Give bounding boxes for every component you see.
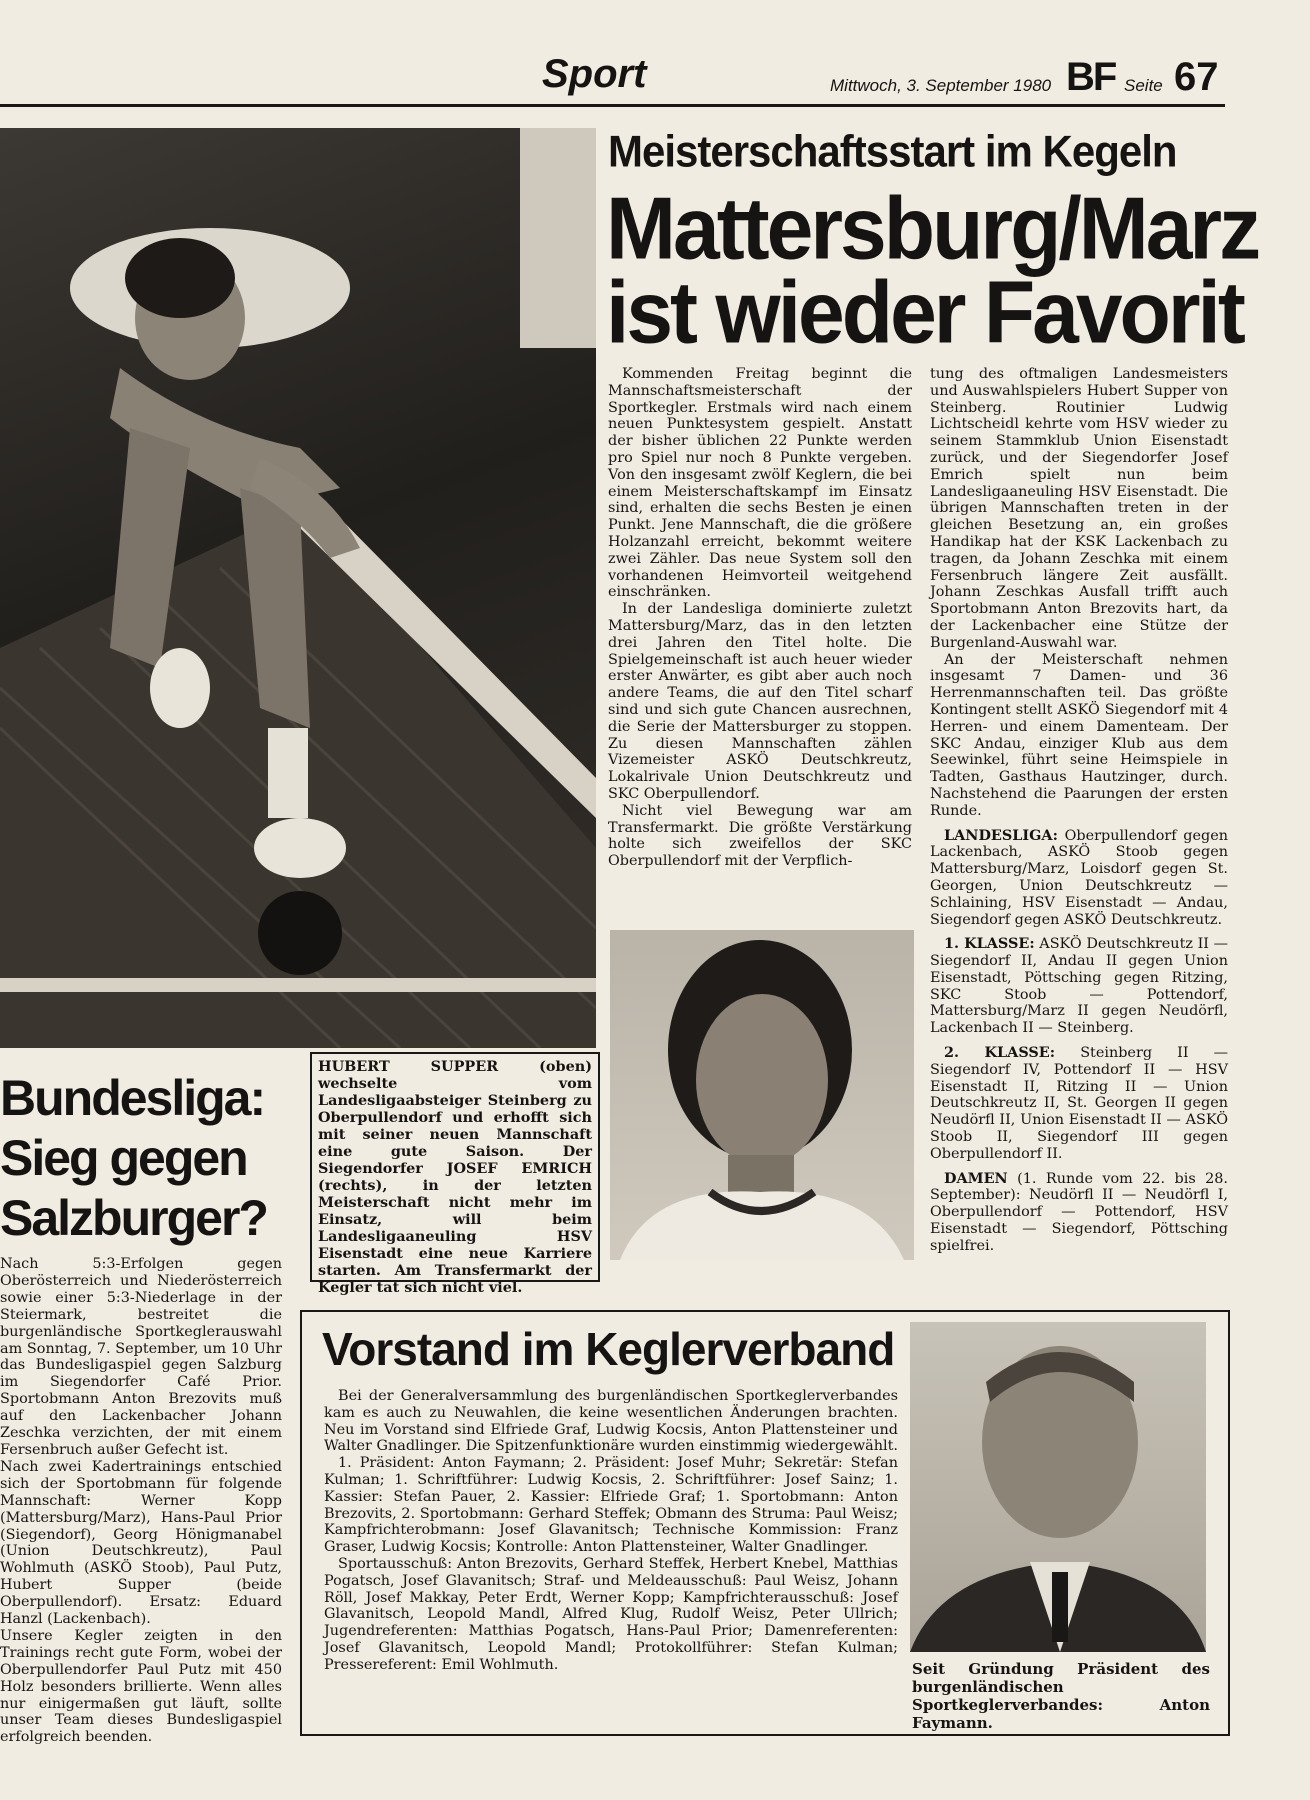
article-headline <box>606 178 1259 362</box>
faymann-caption: Seit Gründung Präsident des burgenländischen Sportkeglerverbandes: Anton Faymann. <box>912 1660 1210 1732</box>
vorstand-body <box>324 1388 898 1674</box>
bowler-photo <box>0 128 596 1048</box>
vorstand-headline: Vorstand im Keglerverband <box>322 1323 895 1375</box>
fixture-1-klasse <box>930 936 1228 1037</box>
fixture-2-klasse <box>930 1045 1228 1163</box>
fixture-label: 2. KLASSE: <box>944 1044 1056 1062</box>
newspaper-logo: BF <box>1066 55 1116 99</box>
portrait-illustration <box>910 1322 1206 1652</box>
bundesliga-headline-line-1: Bundesliga: <box>0 1070 265 1126</box>
issue-date: Mittwoch, 3. September 1980 <box>830 76 1052 95</box>
bundesliga-headline-line-3: Salzburger? <box>0 1190 267 1246</box>
page-label: Seite <box>1124 76 1163 95</box>
fixture-text: (1. Runde vom 22. bis 28. September): Neudörfl II — Neudörfl I, Oberpullendorf — Pottendorf, HSV Eisenstadt — Siegendorf, Pöttsching spielfrei. <box>930 1170 1228 1254</box>
article-paragraph: An der Meisterschaft nehmen insgesamt 7 Damen- und 36 Herrenmannschaften teil. Das größte Kontingent stellt ASKÖ Siegendorf mit 4 Herren- und einem Damenteam. Der SKC Andau, einziger Klub aus dem Seewinkel, führt seine Heimspiele in Tadten, Gasthaus Hautzinger, durch. Nachstehend die Paarungen der ersten Runde. <box>930 651 1228 819</box>
masthead-rule <box>0 104 1225 107</box>
headline-line-1: Mattersburg/Marz <box>606 178 1259 278</box>
fixture-label: 1. KLASSE: <box>944 935 1035 953</box>
article-paragraph: Kommenden Freitag beginnt die Mannschaftsmeisterschaft der Sportkegler. Erstmals wird nach einem neuen Punktesystem gespielt. Anstatt der bisher üblichen 22 Punkte werden pro Spiel nur noch 8 Punkte vergeben. Von den insgesamt zwölf Keglern, die bei einem Meisterschaftskampf im Einsatz sind, erhalten die sechs Besten je einen Punkt. Jene Mannschaft, die die größere Holzanzahl erreicht, bekommt weitere zwei Zähler. Das neue System soll den vorhandenen Heimvorteil weitgehend einschränken. <box>608 366 912 601</box>
bundesliga-paragraph: Nach zwei Kadertrainings entschied sich der Sportobmann für folgende Mannschaft: Werner Kopp (Mattersburg/Marz), Hans-Paul Prior (Siegendorf), Georg Hönigmanabel (Union Deutschkreutz), Paul Wohlmuth (ASKÖ Stoob), Paul Putz, Hubert Supper (beide Oberpullendorf). Ersatz: Eduard Hanzl (Lackenbach). <box>0 1458 282 1628</box>
fixture-label: LANDESLIGA: <box>944 826 1058 844</box>
portrait-illustration <box>610 930 914 1260</box>
article-paragraph: In der Landesliga dominierte zuletzt Mattersburg/Marz, das in den letzten drei Jahren den Titel holte. Die Spielgemeinschaft ist auch heuer wieder erster Anwärter, es gibt aber auch noch andere Teams, die auf den Titel scharf sind und sich gute Chancen ausrechnen, die Serie der Mattersburger zu stoppen. Zu diesen Mannschaften zählen Vizemeister ASKÖ Deutschkreutz, Lokalrivale Union Deutschkreutz und SKC Oberpullendorf. <box>608 601 912 802</box>
photo-caption: HUBERT SUPPER (oben) wechselte vom Landesligaabsteiger Steinberg zu Oberpullendorf und erhofft sich mit seiner neuen Mannschaft eine gute Saison. Der Siegendorfer JOSEF EMRICH (rechts), in der letzten Meisterschaft nicht mehr im Einsatz, will beim Landesligaaneuling HSV Eisenstadt eine neue Karriere starten. Am Transfermarkt der Kegler tat sich nicht viel. <box>310 1052 600 1282</box>
fixture-label: DAMEN <box>944 1169 1008 1187</box>
fixture-landesliga <box>930 828 1228 929</box>
bundesliga-paragraph: Nach 5:3-Erfolgen gegen Oberösterreich und Niederösterreich sowie einer 5:3-Niederlage in der Steiermark, bestreitet die burgenländische Sportkeglerauswahl am Sonntag, 7. September, um 10 Uhr das Bundesligaspiel gegen Salzburg im Siegendorfer Café Prior. Sportobmann Anton Brezovits muß auf den Lackenbacher Johann Zeschka verzichten, der mit einem Fersenbruch außer Gefecht ist. <box>0 1256 282 1458</box>
emrich-portrait-photo <box>610 930 914 1260</box>
article-column-1 <box>608 366 912 870</box>
vorstand-paragraph: 1. Präsident: Anton Faymann; 2. Präsident: Josef Muhr; Sekretär: Stefan Kulman; 1. Schriftführer: Ludwig Kocsis, 2. Schriftführer: Josef Sainz; 1. Kassier: Stefan Pauer, 2. Kassier: Elfriede Graf; 1. Sportobmann: Anton Brezovits, 2. Sportobmann: Gerhard Steffek; Obmann des Struma: Paul Weisz; Kampfrichterobmann: Josef Glavanitsch; Technische Kommission: Franz Graser, Ludwig Kocsis; Kontrolle: Anton Plattensteiner, Walter Gnadlinger. <box>324 1455 898 1556</box>
bundesliga-paragraph: Unsere Kegler zeigten in den Trainings recht gute Form, wobei der Oberpullendorfer Paul Putz mit 450 Holz besonders brillierte. Wenn alles nur einigermaßen gut läuft, sollte unser Team dieses Bundesligaspiel erfolgreich beenden. <box>0 1627 282 1746</box>
article-kicker: Meisterschaftsstart im Kegeln <box>608 126 1177 177</box>
bowler-illustration <box>0 128 596 1048</box>
article-paragraph: Nicht viel Bewegung war am Transfermarkt. Die größte Verstärkung holte sich zweifellos der SKC Oberpullendorf mit der Verpflich- <box>608 802 912 870</box>
bundesliga-headline <box>0 1068 300 1248</box>
page-number: 67 <box>1174 55 1219 99</box>
faymann-portrait-photo <box>910 1322 1206 1652</box>
article-column-2 <box>930 366 1228 1255</box>
fixture-text: ASKÖ Deutschkreutz II — Siegendorf II, Andau II gegen Union Eisenstadt, Pöttsching gegen Ritzing, SKC Stoob — Pottendorf, Mattersburg/Marz II gegen Neudörfl, Lackenbach II — Steinberg. <box>930 936 1228 1037</box>
fixture-damen <box>930 1171 1228 1255</box>
headline-line-2: ist wieder Favorit <box>606 262 1243 362</box>
section-label: Sport <box>542 52 647 96</box>
fixture-text: Steinberg II — Siegendorf IV, Pottendorf II — HSV Eisenstadt II, Ritzing II — Union Deutschkreutz II, St. Georgen II gegen Neudörfl II, Union Eisenstadt II — ASKÖ Stoob II, Siegendorf III gegen Oberpullendorf II. <box>930 1045 1228 1162</box>
fixture-text: Oberpullendorf gegen Lackenbach, ASKÖ Stoob gegen Mattersburg/Marz, Loisdorf gegen St. Georgen, Union Deutschkreutz — Schlaining, HSV Eisenstadt — Andau, Siegendorf gegen ASKÖ Deutschkreutz. <box>930 827 1228 928</box>
bundesliga-headline-line-2: Sieg gegen <box>0 1130 247 1186</box>
article-paragraph: tung des oftmaligen Landesmeisters und Auswahlspielers Hubert Supper von Steinberg. Routinier Ludwig Lichtscheidl kehrte vom HSV wieder zu seinem Stammklub Union Eisenstadt zurück, und der Siegendorfer Josef Emrich spielt nun beim Landesligaaneuling HSV Eisenstadt. Die übrigen Mannschaften treten in der gleichen Besetzung an, ein großes Handikap hat der KSK Lackenbach zu tragen, da Johann Zeschka mit einem Fersenbruch längere Zeit ausfällt. Johann Zeschkas Ausfall trifft auch Sportobmann Anton Brezovits hart, da der Lackenbacher eine Stütze der Burgenland-Auswahl war. <box>930 366 1228 651</box>
vorstand-paragraph: Bei der Generalversammlung des burgenländischen Sportkeglerverbandes kam es auch zu Neuwahlen, die keine wesentlichen Änderungen brachten. Neu im Vorstand sind Elfriede Graf, Ludwig Kocsis, Anton Plattensteiner und Walter Gnadlinger. Die Spitzenfunktionäre wurden einstimmig wiedergewählt. <box>324 1388 898 1455</box>
vorstand-paragraph: Sportausschuß: Anton Brezovits, Gerhard Steffek, Herbert Knebel, Matthias Pogatsch, Josef Glavanitsch; Straf- und Meldeausschuß: Paul Weisz, Johann Röll, Josef Makkay, Peter Erdt, Werner Kopp; Kampfrichterausschuß: Josef Glavanitsch, Leopold Mandl, Alfred Klug, Rudolf Weisz, Peter Ullrich; Jugendreferenten: Matthias Pogatsch, Hans-Paul Prior; Damenreferenten: Josef Glavanitsch, Leopold Mandl; Protokollführer: Stefan Kulman; Pressereferent: Emil Wohlmuth. <box>324 1555 898 1673</box>
bundesliga-body <box>0 1256 282 1746</box>
